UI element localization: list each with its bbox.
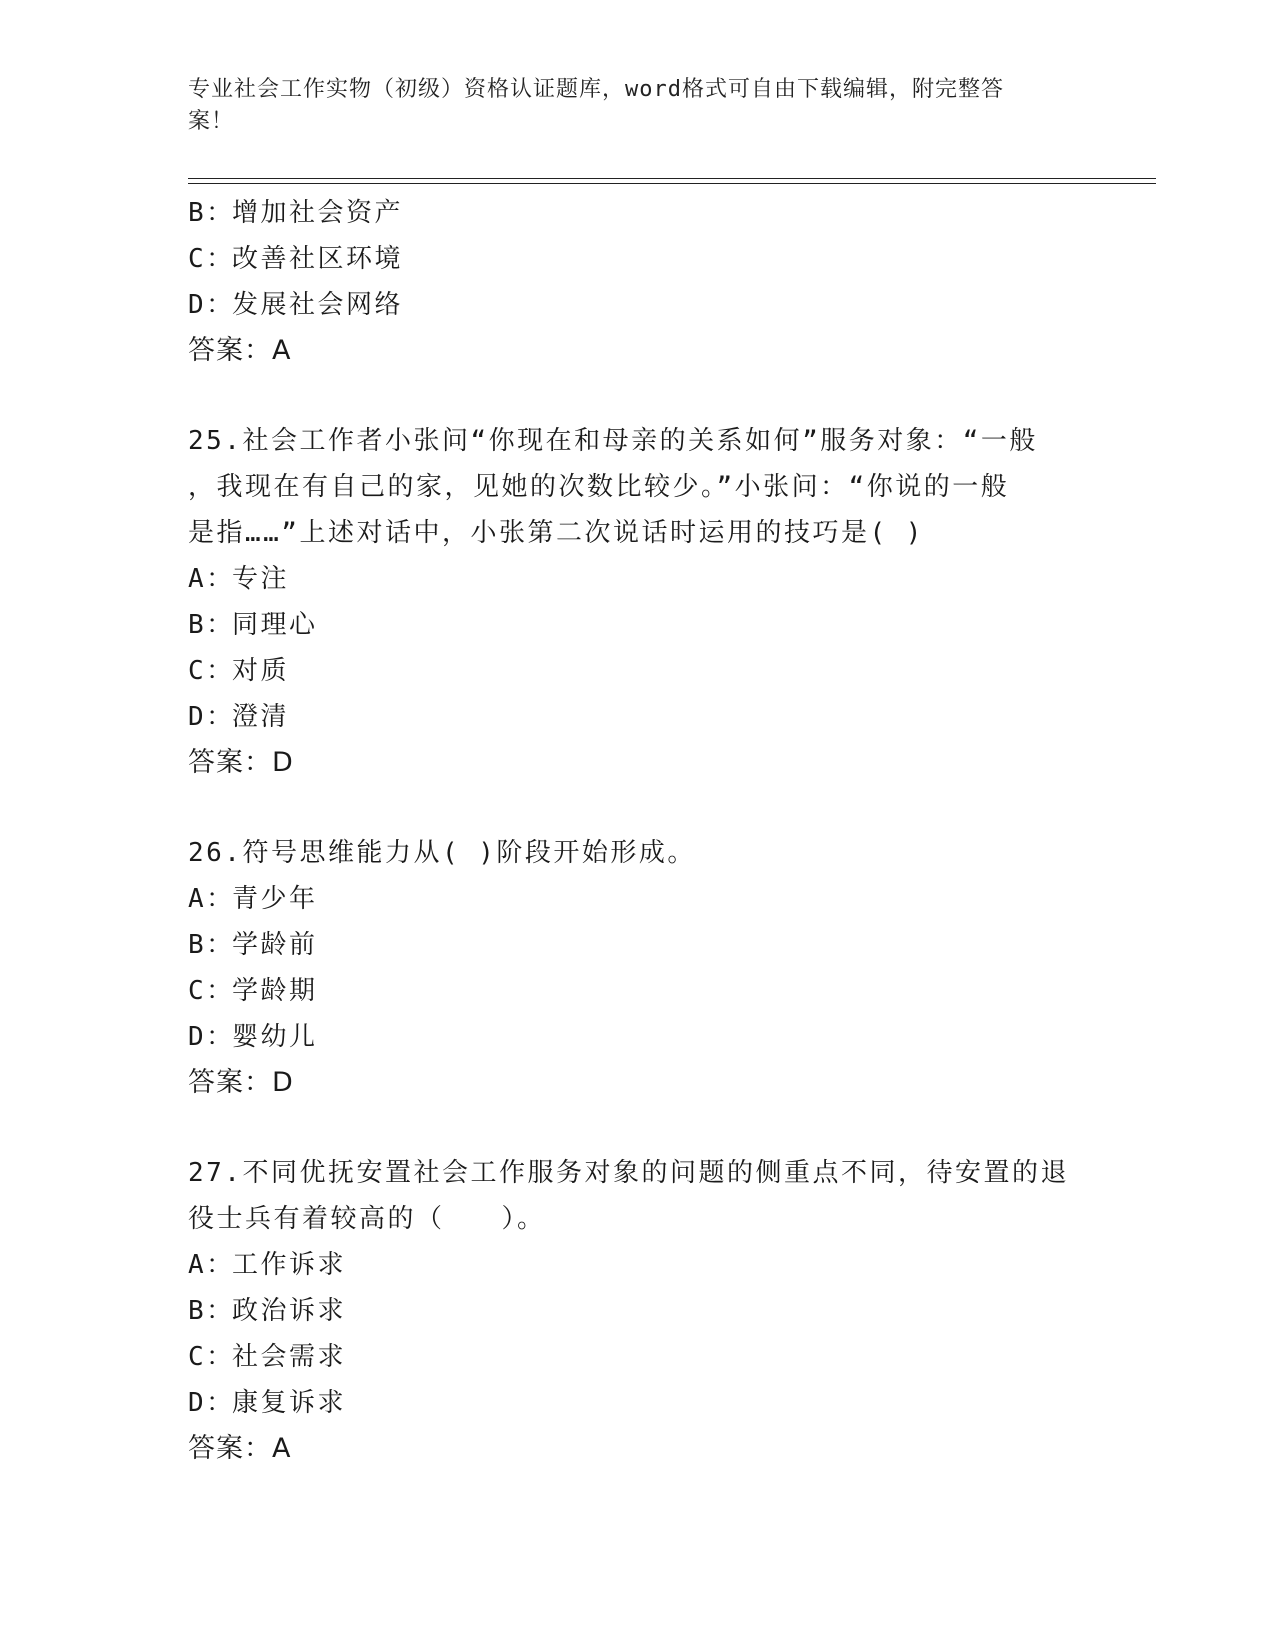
question-text-line: 是指……”上述对话中，小张第二次说话时运用的技巧是( ) — [188, 518, 924, 548]
option-key: A： — [188, 1250, 235, 1280]
answer-line: 答案：D — [188, 1067, 294, 1098]
option-row — [188, 968, 1088, 1014]
option-text: 澄清 — [232, 702, 290, 732]
option-row — [188, 876, 1088, 922]
answer-line: 答案：D — [188, 747, 294, 778]
option-key: B： — [188, 198, 235, 228]
option-key: A： — [188, 884, 235, 914]
option-key: D： — [188, 1022, 235, 1052]
question-text-line: 26.符号思维能力从( )阶段开始形成。 — [188, 838, 696, 868]
option-text: 社会需求 — [232, 1342, 347, 1372]
option-text: 学龄前 — [232, 930, 318, 960]
option-text: 对质 — [232, 656, 290, 686]
option-row — [188, 1242, 1088, 1288]
option-key: D： — [188, 702, 235, 732]
option-text: 学龄期 — [232, 976, 318, 1006]
question-25 — [188, 418, 1088, 786]
answer-line: 答案：A — [188, 335, 292, 366]
option-text: 康复诉求 — [232, 1388, 347, 1418]
question-26 — [188, 830, 1088, 1106]
question-continued — [188, 190, 1088, 374]
option-key: A： — [188, 564, 235, 594]
option-text: 专注 — [232, 564, 290, 594]
header-divider-bottom — [188, 183, 1156, 184]
option-key: B： — [188, 930, 235, 960]
option-key: C： — [188, 244, 235, 274]
option-row — [188, 1288, 1088, 1334]
page-header — [188, 74, 1068, 138]
question-text-line: 役士兵有着较高的（ ）。 — [188, 1204, 546, 1234]
question-27 — [188, 1150, 1088, 1472]
option-row — [188, 922, 1088, 968]
option-key: C： — [188, 656, 235, 686]
question-text-line: 27.不同优抚安置社会工作服务对象的问题的侧重点不同，待安置的退 — [188, 1158, 1069, 1188]
option-row — [188, 190, 1088, 236]
option-row — [188, 556, 1088, 602]
question-text-line: ，我现在有自己的家，见她的次数比较少。”小张问：“你说的一般 — [188, 472, 1010, 502]
option-key: D： — [188, 1388, 235, 1418]
option-key: D： — [188, 290, 235, 320]
option-key: C： — [188, 976, 235, 1006]
header-line-2: 案！ — [188, 109, 235, 134]
option-key: B： — [188, 1296, 235, 1326]
option-text: 发展社会网络 — [232, 290, 404, 320]
option-row — [188, 648, 1088, 694]
option-row — [188, 602, 1088, 648]
option-text: 青少年 — [232, 884, 318, 914]
option-row — [188, 282, 1088, 328]
option-text: 同理心 — [232, 610, 318, 640]
option-text: 婴幼儿 — [232, 1022, 318, 1052]
option-text: 工作诉求 — [232, 1250, 347, 1280]
option-key: B： — [188, 610, 235, 640]
answer-line: 答案：A — [188, 1433, 292, 1464]
option-row — [188, 1334, 1088, 1380]
question-text-line: 25.社会工作者小张问“你现在和母亲的关系如何”服务对象：“一般 — [188, 426, 1038, 456]
option-text: 政治诉求 — [232, 1296, 347, 1326]
option-row — [188, 236, 1088, 282]
option-row — [188, 1380, 1088, 1426]
option-text: 改善社区环境 — [232, 244, 404, 274]
option-key: C： — [188, 1342, 235, 1372]
header-line-1: 专业社会工作实物（初级）资格认证题库，word格式可自由下载编辑，附完整答 — [188, 77, 1004, 102]
question-list — [188, 190, 1088, 1472]
option-row — [188, 1014, 1088, 1060]
option-text: 增加社会资产 — [232, 198, 404, 228]
option-row — [188, 694, 1088, 740]
header-divider-top — [188, 178, 1156, 179]
